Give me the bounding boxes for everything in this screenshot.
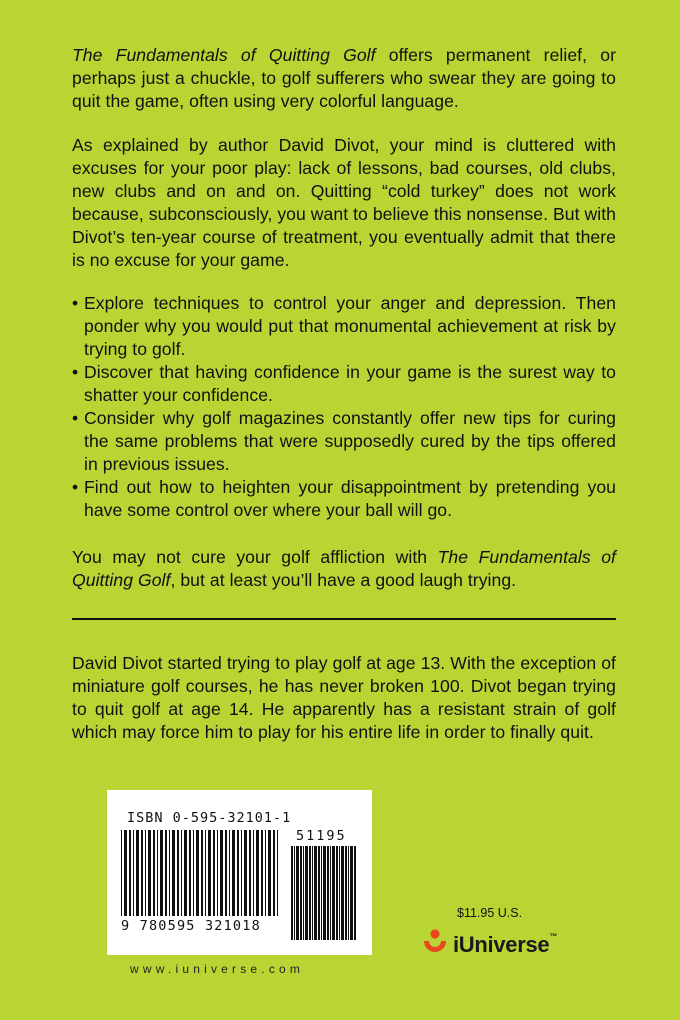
- iuniverse-logo-icon: [421, 927, 449, 963]
- intro-text: offers permanent relief, or perhaps just a chuckle, to golf sufferers who swear they are going to quit the game, often using very colorful language.: [72, 45, 616, 111]
- barcode-panel: [107, 790, 372, 955]
- bullet-icon: •: [72, 362, 79, 382]
- list-item: • Consider why golf magazines constantly offer new tips for curing the same problems that were supposedly cured by the tips offered in previous issues.: [72, 408, 616, 474]
- bullet-icon: •: [72, 408, 79, 428]
- divider: [72, 618, 616, 620]
- website-url: www.iuniverse.com: [130, 962, 305, 976]
- book-title: The Fundamentals of Quitting Golf: [72, 45, 376, 65]
- price-label: $11.95 U.S.: [457, 906, 523, 920]
- list-item: • Find out how to heighten your disappointment by pretending you have some control over where your ball will go.: [72, 477, 616, 520]
- bullet-icon: •: [72, 477, 79, 497]
- feature-list: [72, 292, 616, 522]
- list-item: • Explore techniques to control your anger and depression. Then ponder why you would put that monumental achievement at risk by trying to golf.: [72, 293, 616, 359]
- description-paragraph: As explained by author David Divot, your mind is cluttered with excuses for your poor play: lack of lessons, bad courses, old clubs, new clubs and on and on. Quitting “cold turkey” does not work because, subconsciously, you want to believe this nonsense. But with Divot’s ten-year course of treatment, you eventually admit that there is no excuse for your game.: [72, 135, 616, 270]
- ean-barcode-icon: [121, 830, 281, 916]
- bullet-icon: •: [72, 293, 79, 313]
- ean-digits: 9 780595 321018: [121, 918, 261, 934]
- list-item: • Discover that having confidence in your game is the surest way to shatter your confidence.: [72, 362, 616, 405]
- publisher-name: iUniverse™: [453, 932, 558, 957]
- author-bio: David Divot started trying to play golf at age 13. With the exception of miniature golf courses, he has never broken 100. Divot began trying to quit golf at age 14. He apparently has a resistant strain of golf which may force him to play for his entire life in order to finally quit.: [72, 653, 616, 742]
- publisher-logo: [421, 925, 557, 965]
- book-title: The Fundamentals of Quitting Golf: [72, 547, 616, 590]
- price-barcode-icon: [291, 846, 357, 940]
- intro-paragraph: [72, 44, 616, 113]
- isbn-label: ISBN 0-595-32101-1: [127, 810, 292, 826]
- closing-paragraph: You may not cure your golf affliction with The Fundamentals of Quitting Golf, but at least you’ll have a good laugh trying.: [72, 547, 616, 590]
- price-code-digits: 51195: [296, 828, 347, 844]
